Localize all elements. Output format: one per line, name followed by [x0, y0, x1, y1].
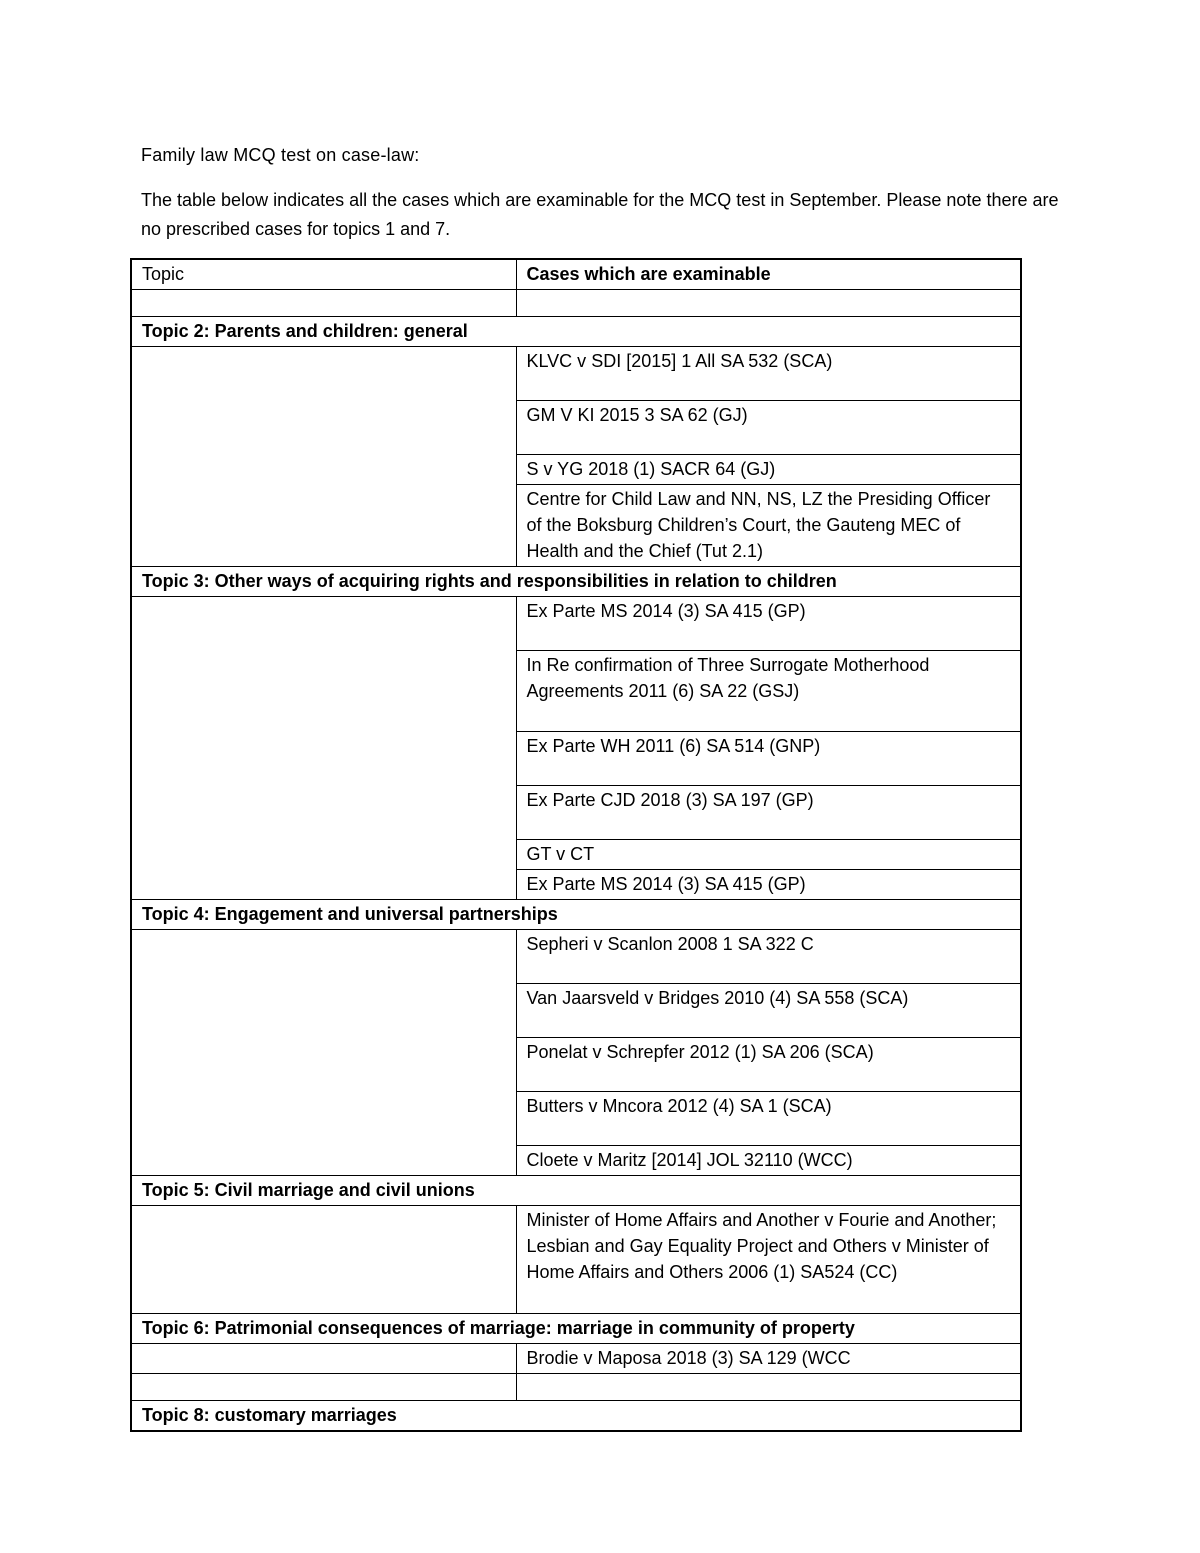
empty-cell	[516, 290, 1021, 317]
topic-5-blank-cell	[131, 1206, 516, 1314]
case-cell: GT v CT	[516, 840, 1021, 870]
header-topic: Topic	[131, 259, 516, 290]
case-cell: Ponelat v Schrepfer 2012 (1) SA 206 (SCA)	[516, 1038, 1021, 1092]
case-cell: Ex Parte MS 2014 (3) SA 415 (GP)	[516, 870, 1021, 900]
topic-row	[131, 900, 1021, 930]
case-cell: Van Jaarsveld v Bridges 2010 (4) SA 558 (SCA)	[516, 984, 1021, 1038]
examinable-cases-table	[130, 258, 1022, 1432]
case-cell: Brodie v Maposa 2018 (3) SA 129 (WCC	[516, 1344, 1021, 1374]
table-row	[131, 347, 1021, 401]
table-row	[131, 1344, 1021, 1374]
case-cell: S v YG 2018 (1) SACR 64 (GJ)	[516, 455, 1021, 485]
case-cell: In Re confirmation of Three Surrogate Motherhood Agreements 2011 (6) SA 22 (GSJ)	[516, 651, 1021, 732]
topic-2-title: Topic 2: Parents and children: general	[131, 317, 1021, 347]
case-cell: Sepheri v Scanlon 2008 1 SA 322 C	[516, 930, 1021, 984]
header-cases: Cases which are examinable	[516, 259, 1021, 290]
empty-cell	[516, 1374, 1021, 1401]
case-cell: Ex Parte WH 2011 (6) SA 514 (GNP)	[516, 732, 1021, 786]
topic-3-blank-cell	[131, 597, 516, 900]
topic-6-title: Topic 6: Patrimonial consequences of marriage: marriage in community of property	[131, 1314, 1021, 1344]
case-cell: Butters v Mncora 2012 (4) SA 1 (SCA)	[516, 1092, 1021, 1146]
empty-cell	[131, 1374, 516, 1401]
topic-row	[131, 1401, 1021, 1432]
topic-row	[131, 567, 1021, 597]
topic-3-title: Topic 3: Other ways of acquiring rights and responsibilities in relation to children	[131, 567, 1021, 597]
case-cell: Ex Parte MS 2014 (3) SA 415 (GP)	[516, 597, 1021, 651]
topic-8-title: Topic 8: customary marriages	[131, 1401, 1021, 1432]
document-heading: Family law MCQ test on case-law:	[141, 145, 420, 165]
table-header-row	[131, 259, 1021, 290]
topic-row	[131, 1176, 1021, 1206]
empty-cell	[131, 290, 516, 317]
empty-row	[131, 1374, 1021, 1401]
topic-row	[131, 317, 1021, 347]
topic-row	[131, 1314, 1021, 1344]
case-cell: Cloete v Maritz [2014] JOL 32110 (WCC)	[516, 1146, 1021, 1176]
topic-2-blank-cell	[131, 347, 516, 567]
case-cell: Minister of Home Affairs and Another v Fourie and Another; Lesbian and Gay Equality Project and Others v Minister of Home Affairs and Others 2006 (1) SA524 (CC)	[516, 1206, 1021, 1314]
empty-row	[131, 290, 1021, 317]
table-row	[131, 1206, 1021, 1314]
case-cell: KLVC v SDI [2015] 1 All SA 532 (SCA)	[516, 347, 1021, 401]
case-cell: Ex Parte CJD 2018 (3) SA 197 (GP)	[516, 786, 1021, 840]
topic-5-title: Topic 5: Civil marriage and civil unions	[131, 1176, 1021, 1206]
table-row	[131, 597, 1021, 651]
topic-4-title: Topic 4: Engagement and universal partnerships	[131, 900, 1021, 930]
case-cell: Centre for Child Law and NN, NS, LZ the Presiding Officer of the Boksburg Children’s Court, the Gauteng MEC of Health and the Chief (Tut 2.1)	[516, 485, 1021, 567]
case-cell: GM V KI 2015 3 SA 62 (GJ)	[516, 401, 1021, 455]
table-row	[131, 930, 1021, 984]
topic-4-blank-cell	[131, 930, 516, 1176]
topic-6-blank-cell	[131, 1344, 516, 1374]
intro-paragraph: The table below indicates all the cases which are examinable for the MCQ test in September. Please note there are no prescribed cases for topics 1 and 7.	[141, 190, 1059, 239]
